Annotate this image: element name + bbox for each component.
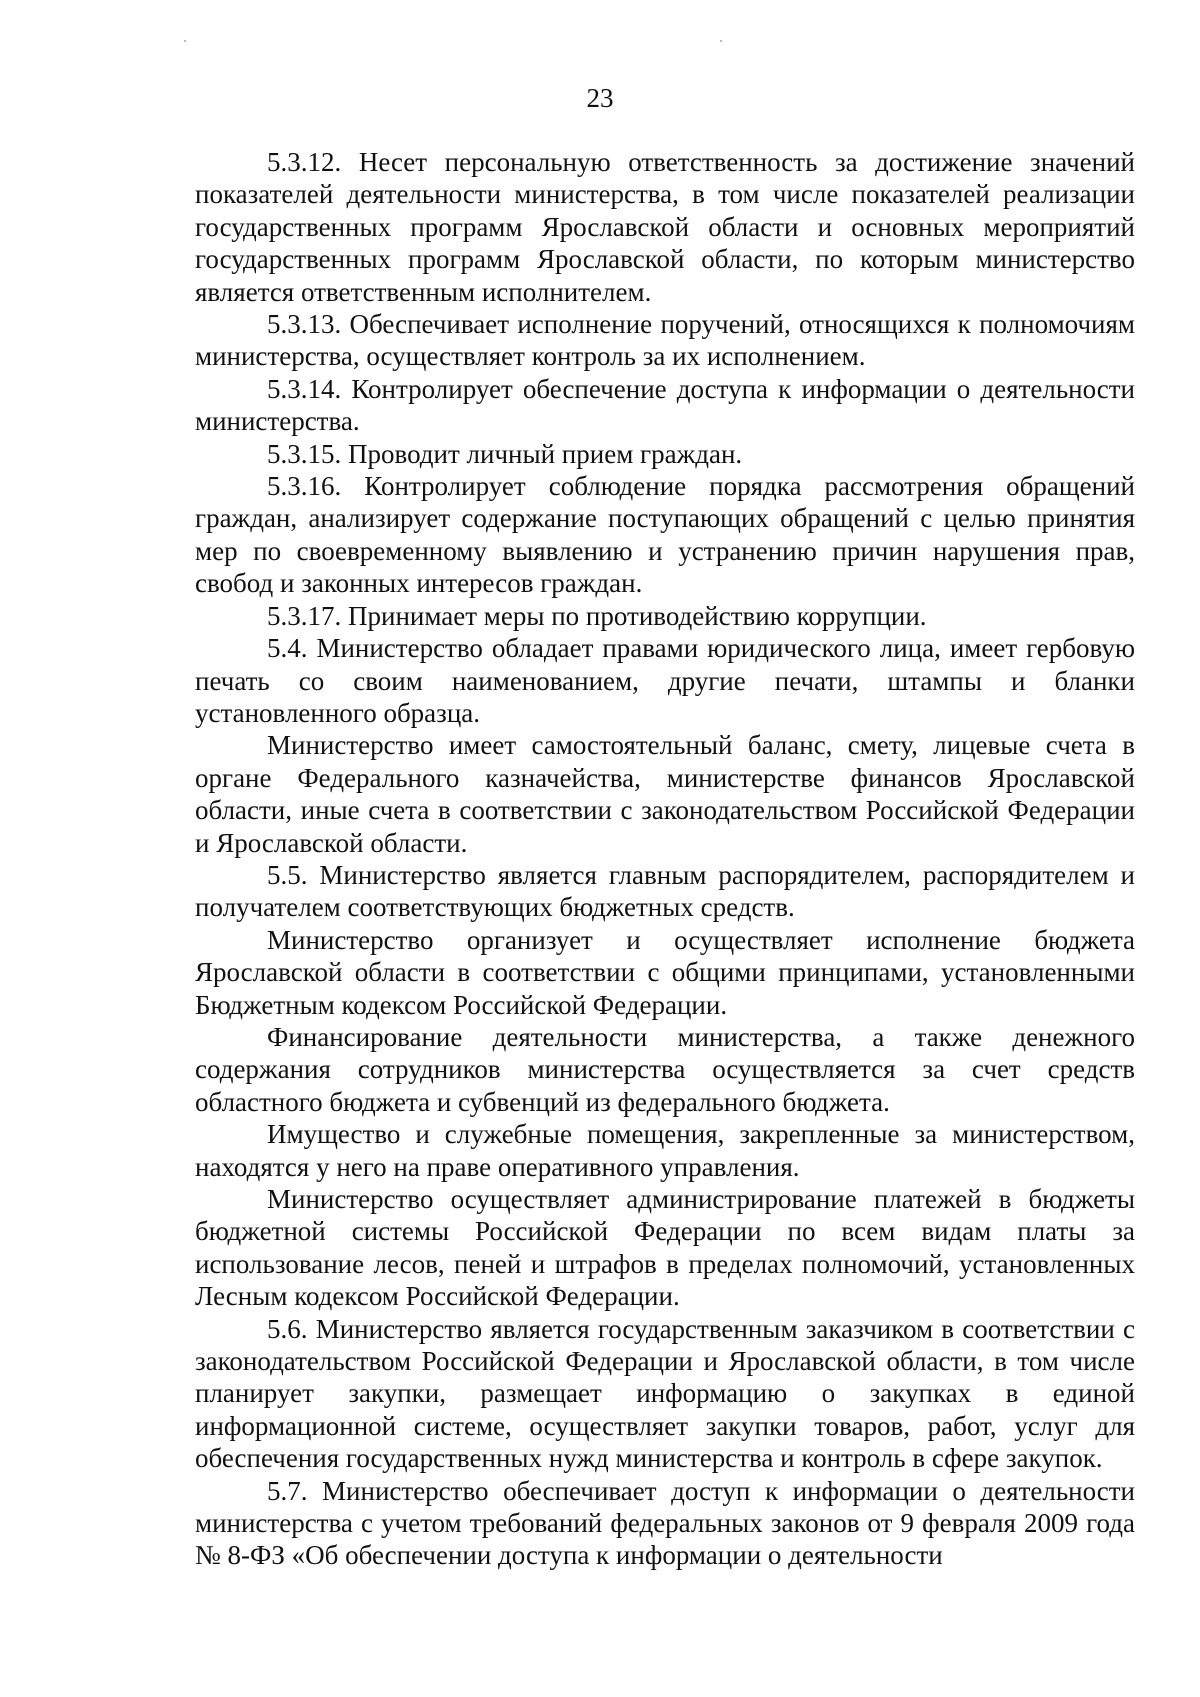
- paragraph-5-3-14: 5.3.14. Контролирует обеспечение доступа к информации о деятельности министерства.: [195, 373, 1135, 437]
- paragraph-payments-administration: Министерство осуществляет администрирование платежей в бюджеты бюджетной системы Российской Федерации по всем видам платы за использование лесов, пеней и штрафов в пределах полномочий, установленных Лесным кодексом Российской Федерации.: [195, 1184, 1135, 1312]
- paragraph-5-3-15: 5.3.15. Проводит личный прием граждан.: [267, 438, 743, 469]
- scan-speck: [720, 40, 722, 42]
- page-number: 23: [586, 83, 614, 113]
- paragraph-5-7: 5.7. Министерство обеспечивает доступ к информации о деятельности министерства с учетом требований федеральных законов от 9 февраля 2009 года № 8-ФЗ «Об обеспечении доступа к информации о деятельности: [195, 1475, 1135, 1571]
- scan-speck: [184, 40, 186, 42]
- paragraph-5-3-13: 5.3.13. Обеспечивает исполнение поручений, относящихся к полномочиям министерства, осуществляет контроль за их исполнением.: [195, 309, 1135, 372]
- paragraph-budget-execution: Министерство организует и осуществляет исполнение бюджета Ярославской области в соответствии с общими принципами, установленными Бюджетным кодексом Российской Федерации.: [195, 924, 1135, 1020]
- paragraph-financing: Финансирование деятельности министерства, а также денежного содержания сотрудников министерства осуществляется за счет средств областного бюджета и субвенций из федерального бюджета.: [195, 1021, 1135, 1117]
- paragraph-5-3-16: 5.3.16. Контролирует соблюдение порядка рассмотрения обращений граждан, анализирует содержание поступающих обращений с целью принятия мер по своевременному выявлению и устранению причин нарушения прав, свобод и законных интересов граждан.: [195, 471, 1135, 599]
- document-body: [195, 146, 1135, 1572]
- paragraph-5-4: 5.4. Министерство обладает правами юридического лица, имеет гербовую печать со своим наименованием, другие печати, штампы и бланки установленного образца.: [195, 633, 1135, 728]
- paragraph-5-6: 5.6. Министерство является государственным заказчиком в соответствии с законодательством Российской Федерации и Ярославской области, в том числе планирует закупки, размещает информацию о закупках в единой информационной системе, осуществляет закупки товаров, работ, услуг для обеспечения государственных нужд министерства и контроль в сфере закупок.: [195, 1313, 1135, 1474]
- paragraph-balance: Министерство имеет самостоятельный баланс, смету, лицевые счета в органе Федерального казначейства, министерстве финансов Ярославской области, иные счета в соответствии с законодательством Российской Федерации и Ярославской области.: [195, 730, 1135, 858]
- paragraph-5-5: 5.5. Министерство является главным распорядителем, распорядителем и получателем соответствующих бюджетных средств.: [195, 859, 1135, 923]
- paragraph-5-3-17: 5.3.17. Принимает меры по противодействию коррупции.: [267, 600, 927, 631]
- paragraph-property: Имущество и служебные помещения, закрепленные за министерством, находятся у него на праве оперативного управления.: [195, 1119, 1135, 1182]
- paragraph-5-3-12: 5.3.12. Несет персональную ответственность за достижение значений показателей деятельности министерства, в том числе показателей реализации государственных программ Ярославской области и основных мероприятий государственных программ Ярославской области, по которым министерство является ответственным исполнителем.: [195, 147, 1135, 307]
